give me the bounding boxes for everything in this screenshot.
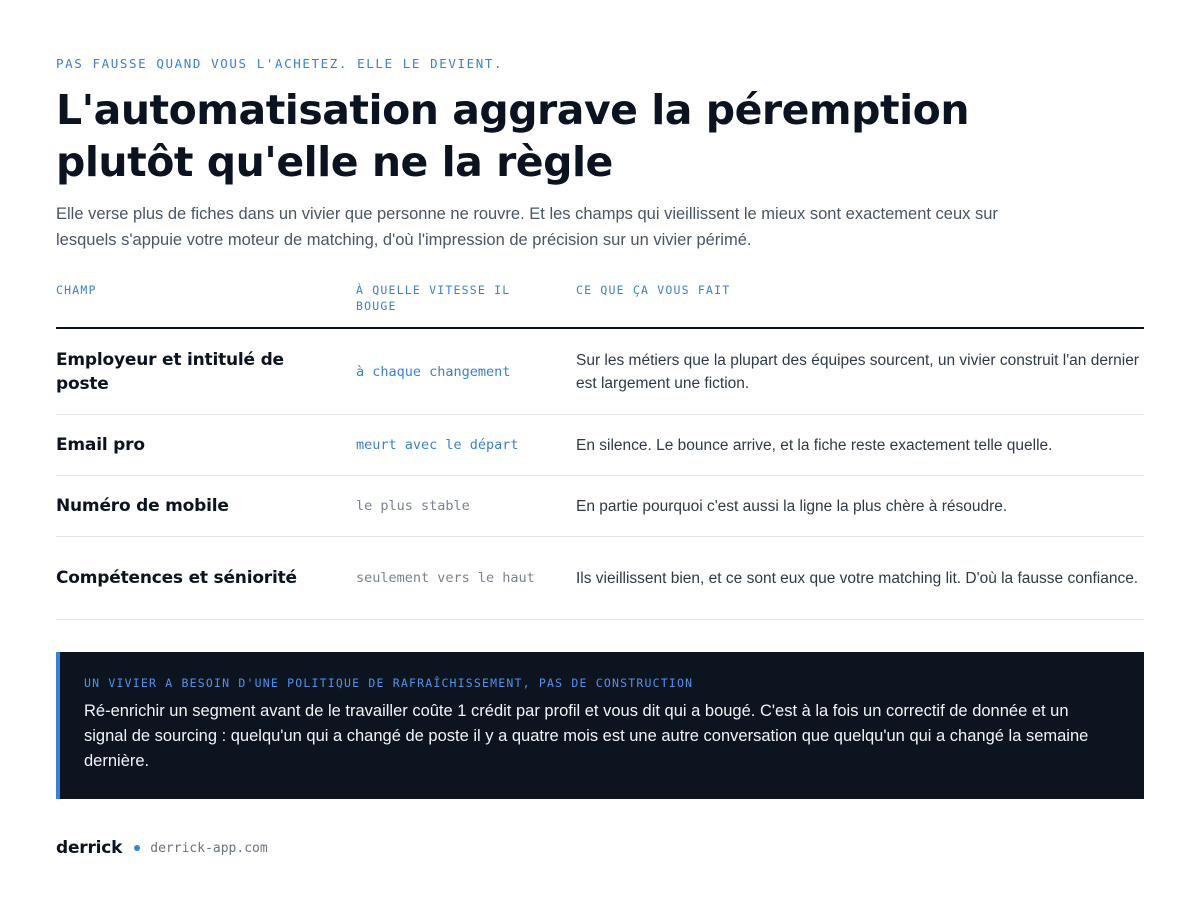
callout-eyebrow: UN VIVIER A BESOIN D'UNE POLITIQUE DE RAFRAÎCHISSEMENT, PAS DE CONSTRUCTION xyxy=(84,676,694,690)
field-speed: à chaque changement xyxy=(356,363,511,380)
column-header-field: CHAMP xyxy=(56,283,97,297)
eyebrow: PAS FAUSSE QUAND VOUS L'ACHETEZ. ELLE LE DEVIENT. xyxy=(56,56,504,71)
field-speed: meurt avec le départ xyxy=(356,437,519,453)
field-name: Compétences et séniorité xyxy=(56,568,297,588)
field-effect: Ils vieillissent bien, et ce sont eux que votre matching lit. D'où la fausse confiance. xyxy=(576,569,1139,587)
brand-logo: derrick xyxy=(56,838,123,858)
page-title: L'automatisation aggrave la péremption plutôt qu'elle ne la règle xyxy=(56,86,970,186)
table-row xyxy=(56,476,1144,537)
field-effect: En partie pourquoi c'est aussi la ligne la plus chère à résoudre. xyxy=(576,497,1008,515)
table-header xyxy=(56,282,1144,329)
footer xyxy=(56,838,268,858)
column-header-speed: À QUELLE VITESSE IL BOUGE xyxy=(356,283,511,313)
table-row xyxy=(56,537,1144,620)
field-speed: le plus stable xyxy=(356,498,470,514)
table-row xyxy=(56,415,1144,476)
callout-body: Ré-enrichir un segment avant de le travailler coûte 1 crédit par profil et vous dit qui a bougé. C'est à la fois un correctif de donnée et un signal de sourcing : quelqu'un qui a changé de poste il y a quatre mois est une autre conversation que quelqu'un qui a changé la semaine dernière. xyxy=(84,702,1089,770)
column-header-effect: CE QUE ÇA VOUS FAIT xyxy=(576,283,731,297)
refresh-policy-callout xyxy=(56,652,1144,799)
field-name: Email pro xyxy=(56,435,145,455)
field-name: Numéro de mobile xyxy=(56,496,229,516)
table-row xyxy=(56,329,1144,415)
site-url: derrick-app.com xyxy=(150,840,268,856)
field-speed: seulement vers le haut xyxy=(356,570,535,586)
field-effect: En silence. Le bounce arrive, et la fiche reste exactement telle quelle. xyxy=(576,436,1053,454)
field-effect: Sur les métiers que la plupart des équipes sourcent, un vivier construit l'an dernier est largement une fiction. xyxy=(576,351,1139,392)
separator-dot-icon xyxy=(134,845,140,851)
page-subtitle: Elle verse plus de fiches dans un vivier que personne ne rouvre. Et les champs qui vieillissent le mieux sont exactement ceux sur lesquels s'appuie votre moteur de matching, d'où l'impression de précision sur un vivier périmé. xyxy=(56,205,998,249)
field-decay-table xyxy=(56,282,1144,620)
field-name: Employeur et intitulé de poste xyxy=(56,349,284,394)
